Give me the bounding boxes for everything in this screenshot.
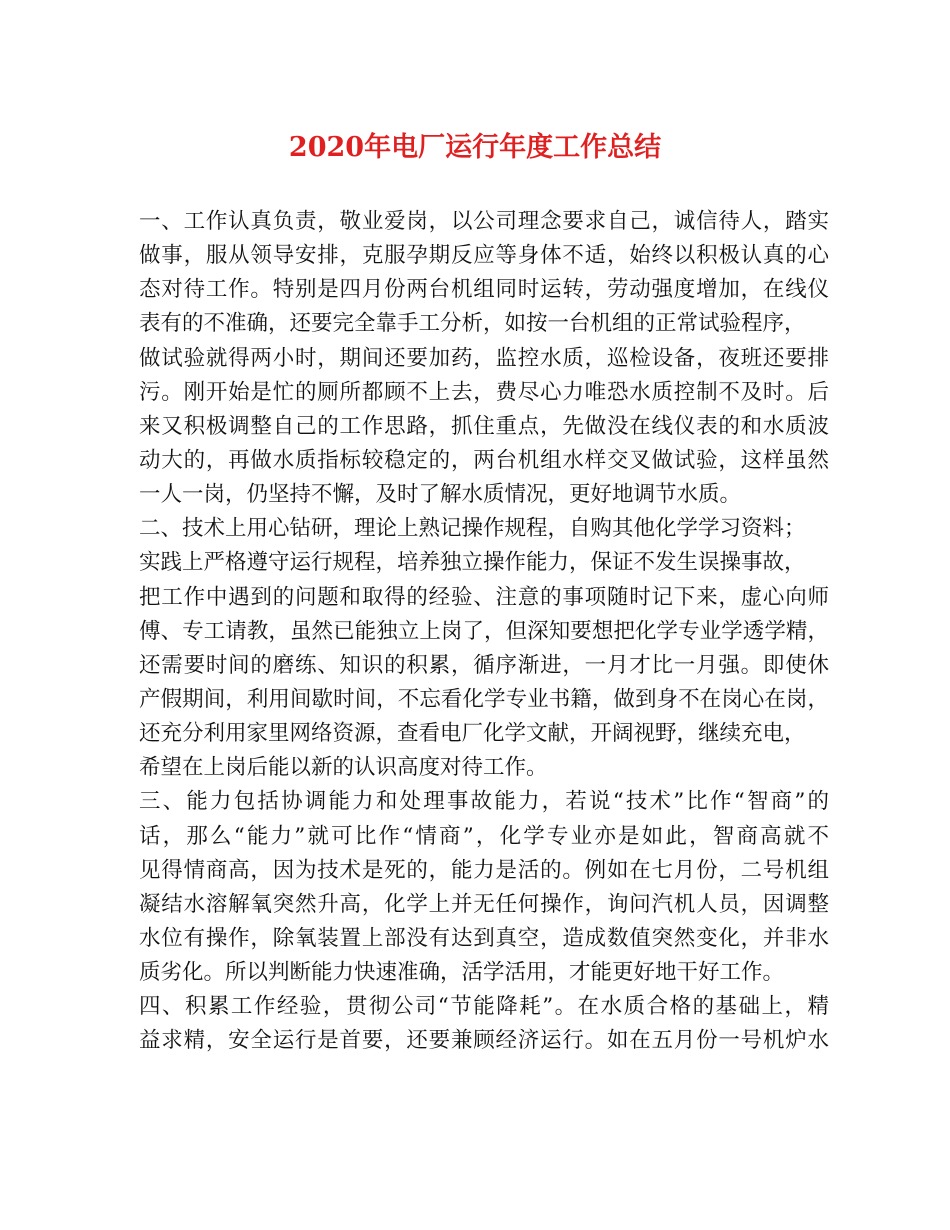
document-title: 2020年电厂运行年度工作总结 <box>288 132 662 163</box>
body-line: 水位有操作，除氧装置上部没有达到真空，造成数值突然变化，并非水 <box>139 925 829 951</box>
body-line: 污。刚开始是忙的厕所都顾不上去，费尽心力唯恐水质控制不及时。后 <box>139 379 829 405</box>
body-line: 四、积累工作经验，贯彻公司“节能降耗”。在水质合格的基础上，精 <box>139 994 829 1020</box>
body-line: 产假期间，利用间歇时间，不忘看化学专业书籍，做到身不在岗心在岗， <box>139 686 829 712</box>
body-line: 话，那么“能力”就可比作“情商”，化学专业亦是如此，智商高就不 <box>139 823 829 849</box>
body-line: 还充分利用家里网络资源，查看电厂化学文献，开阔视野，继续充电， <box>139 721 806 747</box>
body-line: 一、工作认真负责，敬业爱岗，以公司理念要求自己，诚信待人，踏实 <box>139 209 829 234</box>
body-line: 来又积极调整自己的工作思路，抓住重点，先做没在线仪表的和水质波 <box>139 413 829 439</box>
body-line: 态对待工作。特别是四月份两台机组同时运转，劳动强度增加，在线仪 <box>139 277 829 303</box>
body-line: 动大的，再做水质指标较稳定的，两台机组水样交叉做试验，这样虽然 <box>139 447 829 473</box>
body-line: 益求精，安全运行是首要，还要兼顾经济运行。如在五月份一号机炉水 <box>139 1028 829 1054</box>
body-line: 一人一岗，仍坚持不懈，及时了解水质情况，更好地调节水质。 <box>139 482 742 508</box>
body-line: 做事，服从领导安排，克服孕期反应等身体不适，始终以积极认真的心 <box>139 243 829 269</box>
body-line: 傅、专工请教，虽然已能独立上岗了，但深知要想把化学专业学透学精， <box>139 618 829 644</box>
body-line: 把工作中遇到的问题和取得的经验、注意的事项随时记下来，虚心向师 <box>139 584 829 610</box>
body-line: 表有的不准确，还要完全靠手工分析，如按一台机组的正常试验程序， <box>139 311 806 337</box>
body-line: 做试验就得两小时，期间还要加药，监控水质，巡检设备，夜班还要排 <box>139 345 829 371</box>
document-body <box>139 205 829 1059</box>
body-line: 凝结水溶解氧突然升高，化学上并无任何操作，询问汽机人员，因调整 <box>139 891 829 917</box>
body-line: 二、技术上用心钻研，理论上熟记操作规程，自购其他化学学习资料； <box>139 516 806 542</box>
body-line: 还需要时间的磨练、知识的积累，循序渐进，一月才比一月强。即使休 <box>139 652 829 678</box>
body-line: 希望在上岗后能以新的认识高度对待工作。 <box>139 755 548 781</box>
body-line: 实践上严格遵守运行规程，培养独立操作能力，保证不发生误操事故， <box>139 550 806 576</box>
body-line: 三、能力包括协调能力和处理事故能力，若说“技术”比作“智商”的 <box>139 789 829 815</box>
body-line: 见得情商高，因为技术是死的，能力是活的。例如在七月份，二号机组 <box>139 857 829 883</box>
body-line: 质劣化。所以判断能力快速准确，活学活用，才能更好地干好工作。 <box>139 960 785 986</box>
